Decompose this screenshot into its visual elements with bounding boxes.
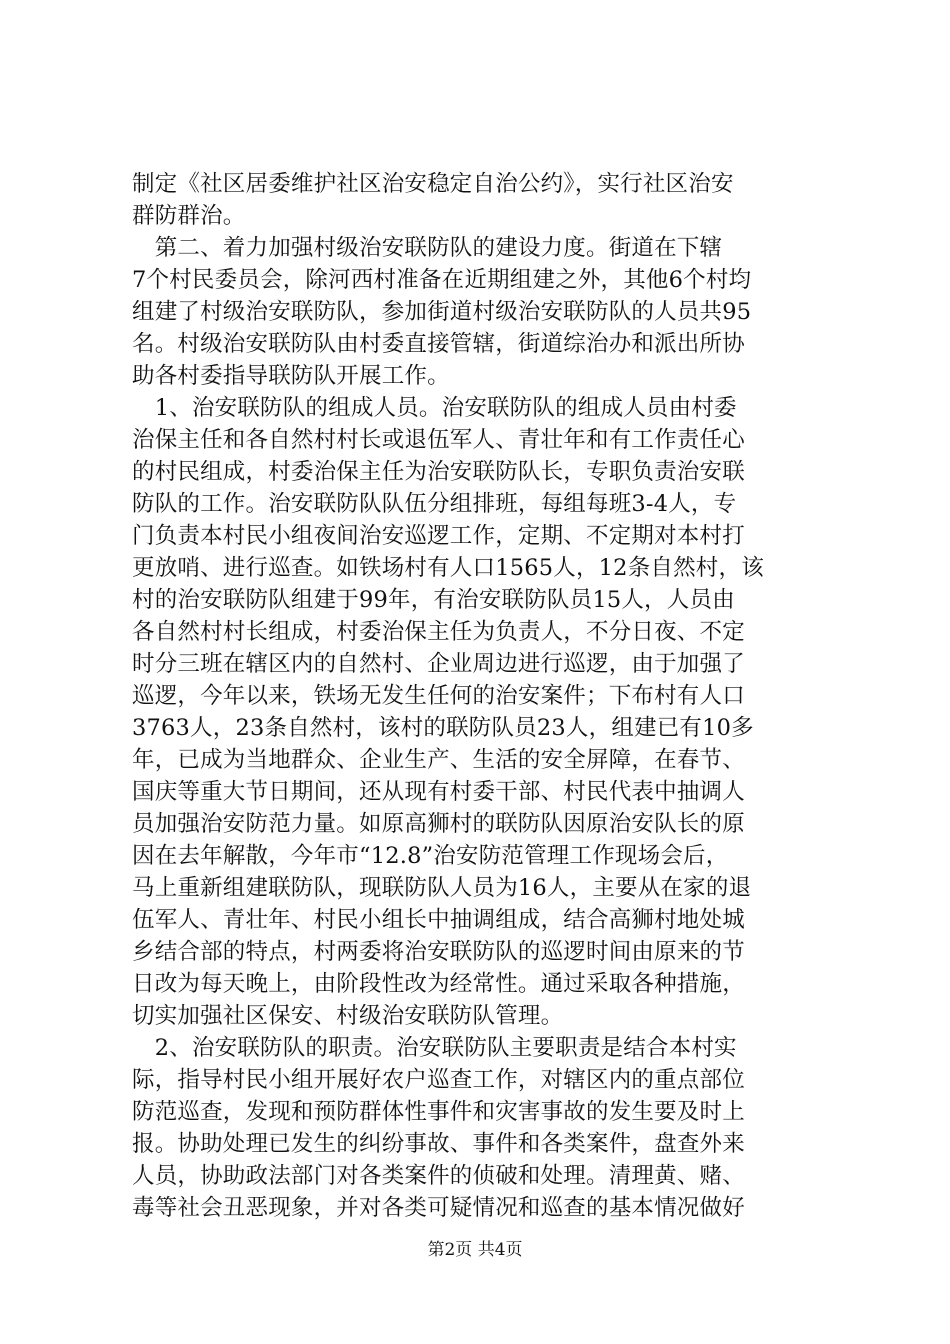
page-number-footer: 第2页 共4页	[427, 1240, 523, 1260]
text-line: 各自然村村长组成，村委治保主任为负责人，不分日夜、不定	[132, 619, 745, 645]
text-line: 助各村委指导联防队开展工作。	[132, 363, 450, 389]
text-line: 时分三班在辖区内的自然村、企业周边进行巡逻，由于加强了	[132, 651, 745, 677]
text-line: 更放哨、进行巡查。如铁场村有人口1565人，12条自然村，该	[132, 555, 764, 581]
text-line: 第二、着力加强村级治安联防队的建设力度。街道在下辖	[132, 235, 723, 261]
text-line: 国庆等重大节日期间，还从现有村委干部、村民代表中抽调人	[132, 779, 745, 805]
text-line: 制定《社区居委维护社区治安稳定自治公约》，实行社区治安	[132, 171, 734, 197]
text-line: 名。村级治安联防队由村委直接管辖，街道综治办和派出所协	[132, 331, 745, 357]
text-line: 马上重新组建联防队，现联防队人员为16人，主要从在家的退	[132, 875, 752, 901]
text-line: 员加强治安防范力量。如原高狮村的联防队因原治安队长的原	[132, 811, 745, 837]
text-line: 人员，协助政法部门对各类案件的侦破和处理。清理黄、赌、	[132, 1163, 745, 1189]
text-line: 门负责本村民小组夜间治安巡逻工作，定期、不定期对本村打	[132, 523, 745, 549]
text-line: 的村民组成，村委治保主任为治安联防队长，专职负责治安联	[132, 459, 745, 485]
text-line: 防范巡查，发现和预防群体性事件和灾害事故的发生要及时上	[132, 1099, 745, 1125]
text-line: 7个村民委员会，除河西村准备在近期组建之外，其他6个村均	[132, 267, 752, 293]
text-line: 巡逻，今年以来，铁场无发生任何的治安案件；下布村有人口	[132, 683, 745, 709]
text-line: 组建了村级治安联防队，参加街道村级治安联防队的人员共95	[132, 299, 752, 325]
text-line: 报。协助处理已发生的纠纷事故、事件和各类案件，盘查外来	[132, 1131, 745, 1157]
text-line: 因在去年解散，今年市“12.8”治安防范管理工作现场会后，	[132, 843, 729, 869]
text-line: 年，已成为当地群众、企业生产、生活的安全屏障，在春节、	[132, 747, 745, 773]
text-line: 切实加强社区保安、村级治安联防队管理。	[132, 1003, 564, 1029]
text-line: 村的治安联防队组建于99年，有治安联防队员15人，人员由	[132, 587, 735, 613]
text-line: 日改为每天晚上，由阶段性改为经常性。通过采取各种措施，	[132, 971, 745, 997]
text-line: 防队的工作。治安联防队队伍分组排班，每组每班3-4人，专	[132, 491, 737, 517]
text-line: 伍军人、青壮年、村民小组长中抽调组成，结合高狮村地处城	[132, 907, 745, 933]
text-line: 3763人，23条自然村，该村的联防队员23人，组建已有10多	[132, 715, 754, 741]
text-line: 治保主任和各自然村村长或退伍军人、青壮年和有工作责任心	[132, 427, 745, 453]
text-line: 际，指导村民小组开展好农户巡查工作，对辖区内的重点部位	[132, 1067, 745, 1093]
text-line: 毒等社会丑恶现象，并对各类可疑情况和巡查的基本情况做好	[132, 1195, 745, 1221]
document-body	[132, 168, 832, 1224]
text-line: 2、治安联防队的职责。治安联防队主要职责是结合本村实	[132, 1035, 737, 1061]
text-line: 1、治安联防队的组成人员。治安联防队的组成人员由村委	[132, 395, 737, 421]
text-line: 乡结合部的特点，村两委将治安联防队的巡逻时间由原来的节	[132, 939, 745, 965]
text-line: 群防群治。	[132, 203, 246, 229]
